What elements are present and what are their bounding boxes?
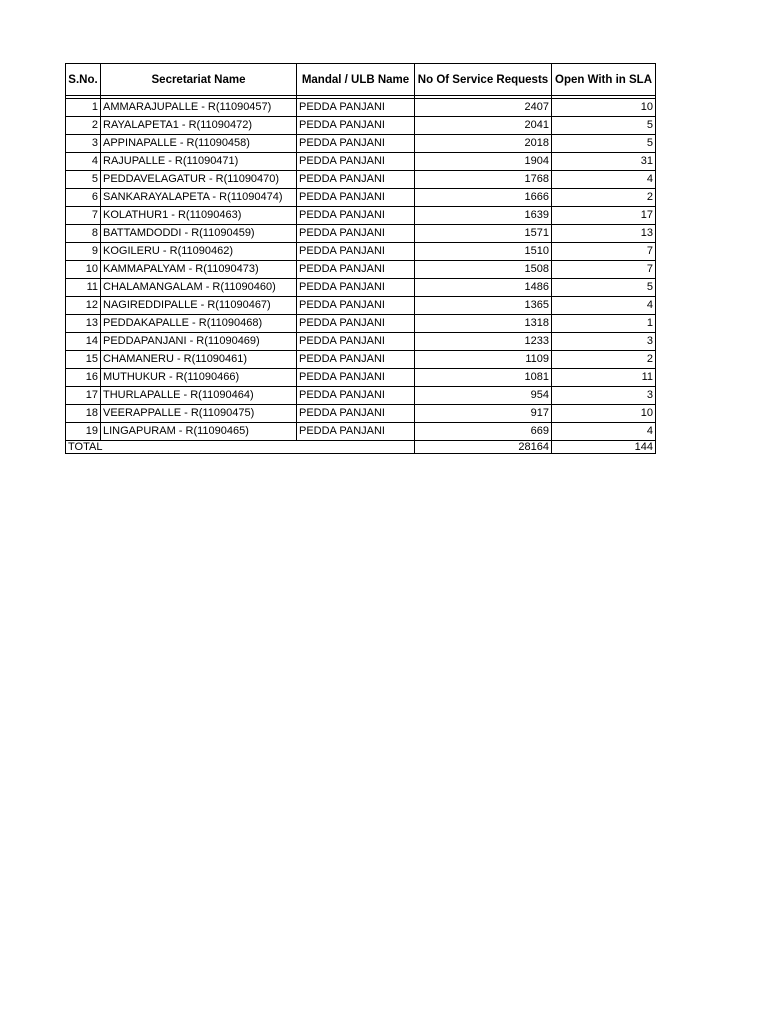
cell-mandal-name: PEDDA PANJANI — [297, 369, 415, 387]
table-row — [66, 333, 656, 351]
cell-mandal-name: PEDDA PANJANI — [297, 387, 415, 405]
cell-service-requests: 954 — [415, 387, 552, 405]
cell-mandal-name: PEDDA PANJANI — [297, 405, 415, 423]
cell-service-requests: 1318 — [415, 315, 552, 333]
cell-service-requests: 1639 — [415, 207, 552, 225]
cell-service-requests: 1233 — [415, 333, 552, 351]
table-row — [66, 135, 656, 153]
cell-open-within-sla: 13 — [552, 225, 656, 243]
cell-open-within-sla: 11 — [552, 369, 656, 387]
cell-mandal-name: PEDDA PANJANI — [297, 135, 415, 153]
cell-open-within-sla: 3 — [552, 333, 656, 351]
header-open-within-sla: Open With in SLA — [552, 64, 656, 96]
cell-sno: 14 — [66, 333, 101, 351]
service-requests-table — [65, 63, 656, 454]
header-mandal-ulb-name: Mandal / ULB Name — [297, 64, 415, 96]
cell-secretariat-name: KOGILERU - R(11090462) — [101, 243, 297, 261]
table-row — [66, 243, 656, 261]
table-row — [66, 423, 656, 441]
cell-mandal-name: PEDDA PANJANI — [297, 279, 415, 297]
cell-mandal-name: PEDDA PANJANI — [297, 99, 415, 117]
table-row — [66, 171, 656, 189]
table-row — [66, 315, 656, 333]
cell-open-within-sla: 10 — [552, 405, 656, 423]
cell-service-requests: 1081 — [415, 369, 552, 387]
cell-mandal-name: PEDDA PANJANI — [297, 117, 415, 135]
table-header — [66, 64, 656, 99]
cell-sno: 18 — [66, 405, 101, 423]
cell-sno: 8 — [66, 225, 101, 243]
cell-secretariat-name: RAJUPALLE - R(11090471) — [101, 153, 297, 171]
header-secretariat-name: Secretariat Name — [101, 64, 297, 96]
cell-service-requests: 669 — [415, 423, 552, 441]
cell-mandal-name: PEDDA PANJANI — [297, 153, 415, 171]
header-sno: S.No. — [66, 64, 101, 96]
cell-sno: 1 — [66, 99, 101, 117]
cell-mandal-name: PEDDA PANJANI — [297, 225, 415, 243]
cell-open-within-sla: 1 — [552, 315, 656, 333]
table-body — [66, 99, 656, 441]
cell-secretariat-name: KOLATHUR1 - R(11090463) — [101, 207, 297, 225]
cell-service-requests: 1365 — [415, 297, 552, 315]
table-row — [66, 279, 656, 297]
cell-sno: 17 — [66, 387, 101, 405]
cell-secretariat-name: CHAMANERU - R(11090461) — [101, 351, 297, 369]
total-label: TOTAL — [66, 441, 415, 454]
cell-sno: 15 — [66, 351, 101, 369]
cell-secretariat-name: PEDDAPANJANI - R(11090469) — [101, 333, 297, 351]
cell-service-requests: 2018 — [415, 135, 552, 153]
total-row — [66, 441, 656, 454]
cell-secretariat-name: PEDDAVELAGATUR - R(11090470) — [101, 171, 297, 189]
cell-mandal-name: PEDDA PANJANI — [297, 261, 415, 279]
cell-mandal-name: PEDDA PANJANI — [297, 315, 415, 333]
cell-secretariat-name: THURLAPALLE - R(11090464) — [101, 387, 297, 405]
cell-secretariat-name: NAGIREDDIPALLE - R(11090467) — [101, 297, 297, 315]
table-row — [66, 261, 656, 279]
table-row — [66, 207, 656, 225]
header-row — [66, 64, 656, 96]
cell-open-within-sla: 4 — [552, 171, 656, 189]
cell-mandal-name: PEDDA PANJANI — [297, 351, 415, 369]
header-service-requests: No Of Service Requests — [415, 64, 552, 96]
cell-service-requests: 1508 — [415, 261, 552, 279]
cell-sno: 4 — [66, 153, 101, 171]
cell-open-within-sla: 7 — [552, 261, 656, 279]
table-row — [66, 405, 656, 423]
cell-secretariat-name: RAYALAPETA1 - R(11090472) — [101, 117, 297, 135]
cell-sno: 6 — [66, 189, 101, 207]
cell-service-requests: 1666 — [415, 189, 552, 207]
cell-open-within-sla: 4 — [552, 423, 656, 441]
cell-sno: 19 — [66, 423, 101, 441]
table-footer — [66, 441, 656, 454]
table-row — [66, 99, 656, 117]
cell-open-within-sla: 3 — [552, 387, 656, 405]
cell-mandal-name: PEDDA PANJANI — [297, 171, 415, 189]
cell-service-requests: 1109 — [415, 351, 552, 369]
table-row — [66, 117, 656, 135]
cell-service-requests: 2041 — [415, 117, 552, 135]
cell-open-within-sla: 31 — [552, 153, 656, 171]
cell-open-within-sla: 5 — [552, 279, 656, 297]
cell-open-within-sla: 2 — [552, 189, 656, 207]
cell-open-within-sla: 17 — [552, 207, 656, 225]
total-open-within-sla: 144 — [552, 441, 656, 454]
cell-service-requests: 1904 — [415, 153, 552, 171]
cell-mandal-name: PEDDA PANJANI — [297, 207, 415, 225]
cell-open-within-sla: 7 — [552, 243, 656, 261]
cell-sno: 13 — [66, 315, 101, 333]
cell-sno: 5 — [66, 171, 101, 189]
cell-service-requests: 1486 — [415, 279, 552, 297]
table-row — [66, 189, 656, 207]
table-row — [66, 153, 656, 171]
cell-mandal-name: PEDDA PANJANI — [297, 243, 415, 261]
cell-open-within-sla: 10 — [552, 99, 656, 117]
cell-sno: 7 — [66, 207, 101, 225]
cell-open-within-sla: 2 — [552, 351, 656, 369]
cell-mandal-name: PEDDA PANJANI — [297, 189, 415, 207]
cell-mandal-name: PEDDA PANJANI — [297, 297, 415, 315]
cell-sno: 11 — [66, 279, 101, 297]
cell-secretariat-name: VEERAPPALLE - R(11090475) — [101, 405, 297, 423]
cell-secretariat-name: LINGAPURAM - R(11090465) — [101, 423, 297, 441]
cell-service-requests: 1571 — [415, 225, 552, 243]
cell-service-requests: 917 — [415, 405, 552, 423]
cell-secretariat-name: BATTAMDODDI - R(11090459) — [101, 225, 297, 243]
cell-service-requests: 1510 — [415, 243, 552, 261]
cell-mandal-name: PEDDA PANJANI — [297, 333, 415, 351]
total-service-requests: 28164 — [415, 441, 552, 454]
cell-sno: 16 — [66, 369, 101, 387]
table-row — [66, 297, 656, 315]
cell-service-requests: 1768 — [415, 171, 552, 189]
cell-sno: 12 — [66, 297, 101, 315]
cell-open-within-sla: 5 — [552, 117, 656, 135]
cell-sno: 3 — [66, 135, 101, 153]
cell-open-within-sla: 5 — [552, 135, 656, 153]
cell-sno: 10 — [66, 261, 101, 279]
table-row — [66, 387, 656, 405]
cell-secretariat-name: MUTHUKUR - R(11090466) — [101, 369, 297, 387]
cell-open-within-sla: 4 — [552, 297, 656, 315]
cell-secretariat-name: SANKARAYALAPETA - R(11090474) — [101, 189, 297, 207]
table-row — [66, 351, 656, 369]
cell-mandal-name: PEDDA PANJANI — [297, 423, 415, 441]
table-row — [66, 369, 656, 387]
cell-secretariat-name: APPINAPALLE - R(11090458) — [101, 135, 297, 153]
cell-sno: 2 — [66, 117, 101, 135]
cell-secretariat-name: PEDDAKAPALLE - R(11090468) — [101, 315, 297, 333]
cell-secretariat-name: KAMMAPALYAM - R(11090473) — [101, 261, 297, 279]
table-row — [66, 225, 656, 243]
cell-sno: 9 — [66, 243, 101, 261]
cell-service-requests: 2407 — [415, 99, 552, 117]
cell-secretariat-name: AMMARAJUPALLE - R(11090457) — [101, 99, 297, 117]
cell-secretariat-name: CHALAMANGALAM - R(11090460) — [101, 279, 297, 297]
spreadsheet-page — [65, 63, 656, 454]
